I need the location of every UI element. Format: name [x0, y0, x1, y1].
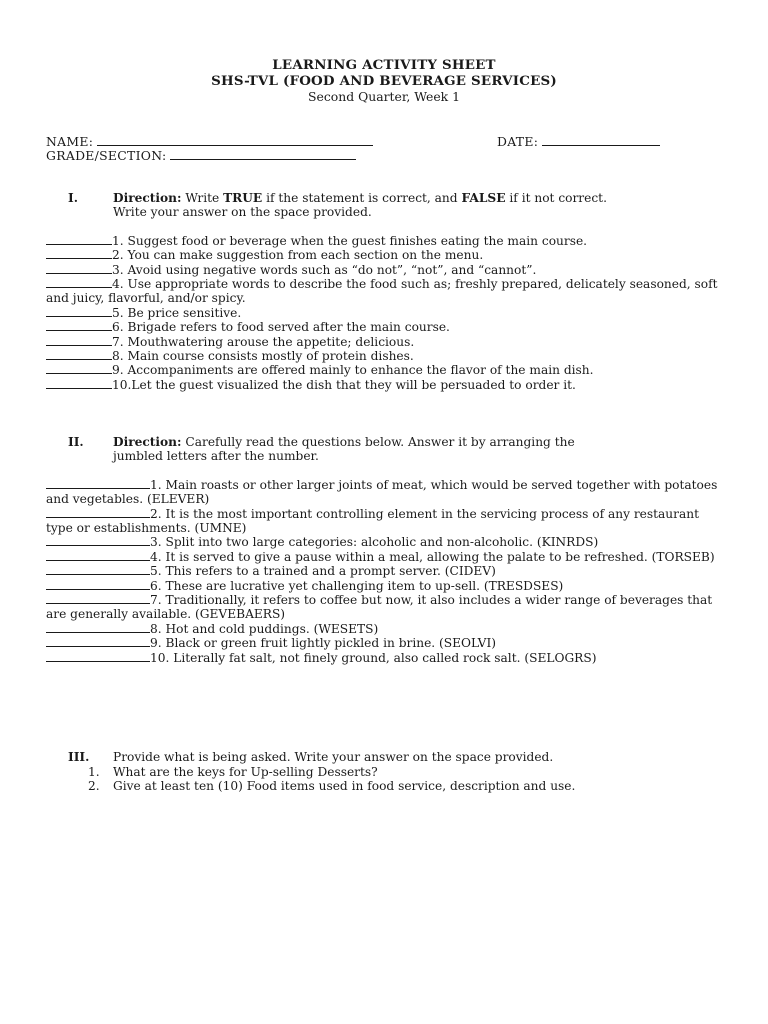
list-item	[46, 335, 726, 349]
section-3-questions	[88, 765, 575, 794]
answer-blank[interactable]	[46, 550, 150, 561]
answer-blank[interactable]	[46, 349, 112, 360]
section-2-direction-line2: jumbled letters after the number.	[113, 449, 319, 464]
item-text: 3. Split into two large categories: alcoholic and non-alcoholic. (KINRDS)	[150, 535, 599, 550]
list-item	[46, 579, 726, 593]
date-field[interactable]	[497, 134, 660, 149]
item-text: 6. Brigade refers to food served after the main course.	[112, 320, 450, 335]
direction-part: Write	[185, 191, 224, 205]
section-3-heading	[46, 750, 726, 764]
item-text: 9. Accompaniments are offered mainly to enhance the flavor of the main dish.	[112, 363, 594, 378]
section-3	[46, 750, 726, 764]
list-item	[46, 263, 726, 277]
item-text: 2. It is the most important controlling element in the servicing process of any restaurant type or establishments. (UMNE)	[46, 506, 699, 536]
question-text: What are the keys for Up-selling Desserts?	[113, 765, 378, 779]
item-text: 4. Use appropriate words to describe the food such as; freshly prepared, delicately seasoned, soft and juicy, flavorful, and/or spicy.	[46, 277, 718, 306]
date-label: DATE:	[497, 134, 539, 149]
answer-blank[interactable]	[46, 636, 150, 647]
section-1-numeral: I.	[68, 191, 78, 205]
item-text: 2. You can make suggestion from each section on the menu.	[112, 248, 484, 263]
grade-section-blank[interactable]	[170, 148, 356, 160]
answer-blank[interactable]	[46, 507, 150, 518]
item-text: 9. Black or green fruit lightly pickled in brine. (SEOLVI)	[150, 636, 497, 651]
direction-part: Carefully read the questions below. Answer it by arranging the	[181, 435, 575, 449]
answer-blank[interactable]	[46, 622, 150, 633]
section-1-items	[46, 234, 726, 392]
item-text: 10. Literally fat salt, not finely ground, also called rock salt. (SELOGRS)	[150, 650, 597, 665]
direction-label: Direction:	[113, 435, 182, 449]
answer-blank[interactable]	[46, 320, 112, 331]
answer-blank[interactable]	[46, 306, 112, 317]
direction-part: if it not correct.	[505, 191, 607, 205]
item-text: 1. Main roasts or other larger joints of meat, which would be served together with potatoes and vegetables. (ELEVER)	[46, 477, 718, 507]
section-1	[46, 191, 726, 392]
answer-blank[interactable]	[46, 535, 150, 546]
question-item	[88, 765, 575, 779]
item-text: 4. It is served to give a pause within a meal, allowing the palate to be refreshed. (TORSEB)	[150, 549, 715, 564]
list-item	[46, 306, 726, 320]
section-2-numeral: II.	[68, 435, 84, 449]
section-2-direction	[113, 435, 726, 449]
question-number: 1.	[88, 765, 100, 779]
list-item	[46, 234, 726, 248]
item-text: 8. Main course consists mostly of protein dishes.	[112, 349, 414, 364]
grade-section-label: GRADE/SECTION:	[46, 148, 167, 163]
answer-blank[interactable]	[46, 378, 112, 389]
list-item	[46, 277, 726, 306]
list-item	[46, 320, 726, 334]
sheet-title-2: SHS-TVL (FOOD AND BEVERAGE SERVICES)	[211, 73, 557, 89]
list-item	[46, 363, 726, 377]
answer-blank[interactable]	[46, 363, 112, 374]
item-text: 5. This refers to a trained and a prompt server. (CIDEV)	[150, 564, 496, 579]
grade-section-field[interactable]	[46, 148, 356, 163]
name-label: NAME:	[46, 134, 94, 149]
item-text: 1. Suggest food or beverage when the guest finishes eating the main course.	[112, 233, 588, 248]
item-text: 5. Be price sensitive.	[112, 305, 242, 320]
list-item	[46, 507, 726, 536]
section-3-direction: Provide what is being asked. Write your answer on the space provided.	[113, 750, 554, 764]
list-item	[46, 349, 726, 363]
section-1-direction	[113, 191, 726, 205]
item-text: 7. Traditionally, it refers to coffee but now, it also includes a wider range of beverages that are generally available. (GEVEBAERS)	[46, 593, 713, 622]
answer-blank[interactable]	[46, 277, 112, 288]
section-2-items	[46, 478, 726, 665]
list-item	[46, 622, 726, 636]
answer-blank[interactable]	[46, 234, 112, 245]
answer-blank[interactable]	[46, 263, 112, 274]
answer-blank[interactable]	[46, 564, 150, 575]
answer-blank[interactable]	[46, 651, 150, 662]
direction-label: Direction:	[113, 191, 182, 205]
sheet-header	[0, 57, 768, 104]
item-text: 7. Mouthwatering arouse the appetite; delicious.	[112, 334, 415, 349]
list-item	[46, 478, 726, 507]
section-2	[46, 435, 726, 665]
answer-blank[interactable]	[46, 478, 150, 489]
sheet-title-1: LEARNING ACTIVITY SHEET	[272, 57, 496, 73]
answer-blank[interactable]	[46, 593, 150, 604]
section-1-heading	[46, 191, 726, 220]
list-item	[46, 378, 726, 392]
section-1-direction-line2: Write your answer on the space provided.	[113, 205, 372, 220]
item-text: 10.Let the guest visualized the dish that they will be persuaded to order it.	[112, 377, 576, 392]
question-item	[88, 779, 575, 793]
question-text: Give at least ten (10) Food items used in food service, description and use.	[113, 779, 576, 794]
name-field[interactable]	[46, 134, 373, 149]
direction-part: if the statement is correct, and	[262, 191, 462, 205]
false-keyword: FALSE	[461, 191, 506, 205]
list-item	[46, 564, 726, 578]
list-item	[46, 593, 726, 622]
name-blank[interactable]	[97, 134, 373, 146]
true-keyword: TRUE	[223, 191, 263, 205]
list-item	[46, 651, 726, 665]
item-text: 6. These are lucrative yet challenging item to up-sell. (TRESDSES)	[150, 578, 564, 593]
list-item	[46, 535, 726, 549]
list-item	[46, 248, 726, 262]
answer-blank[interactable]	[46, 335, 112, 346]
section-2-heading	[46, 435, 726, 464]
date-blank[interactable]	[542, 134, 660, 146]
answer-blank[interactable]	[46, 248, 112, 259]
question-number: 2.	[88, 779, 100, 794]
answer-blank[interactable]	[46, 579, 150, 590]
item-text: 8. Hot and cold puddings. (WESETS)	[150, 621, 379, 636]
list-item	[46, 550, 726, 564]
section-3-numeral: III.	[68, 750, 90, 764]
item-text: 3. Avoid using negative words such as “do not”, “not”, and “cannot”.	[112, 262, 537, 277]
list-item	[46, 636, 726, 650]
sheet-subtitle: Second Quarter, Week 1	[308, 89, 460, 104]
